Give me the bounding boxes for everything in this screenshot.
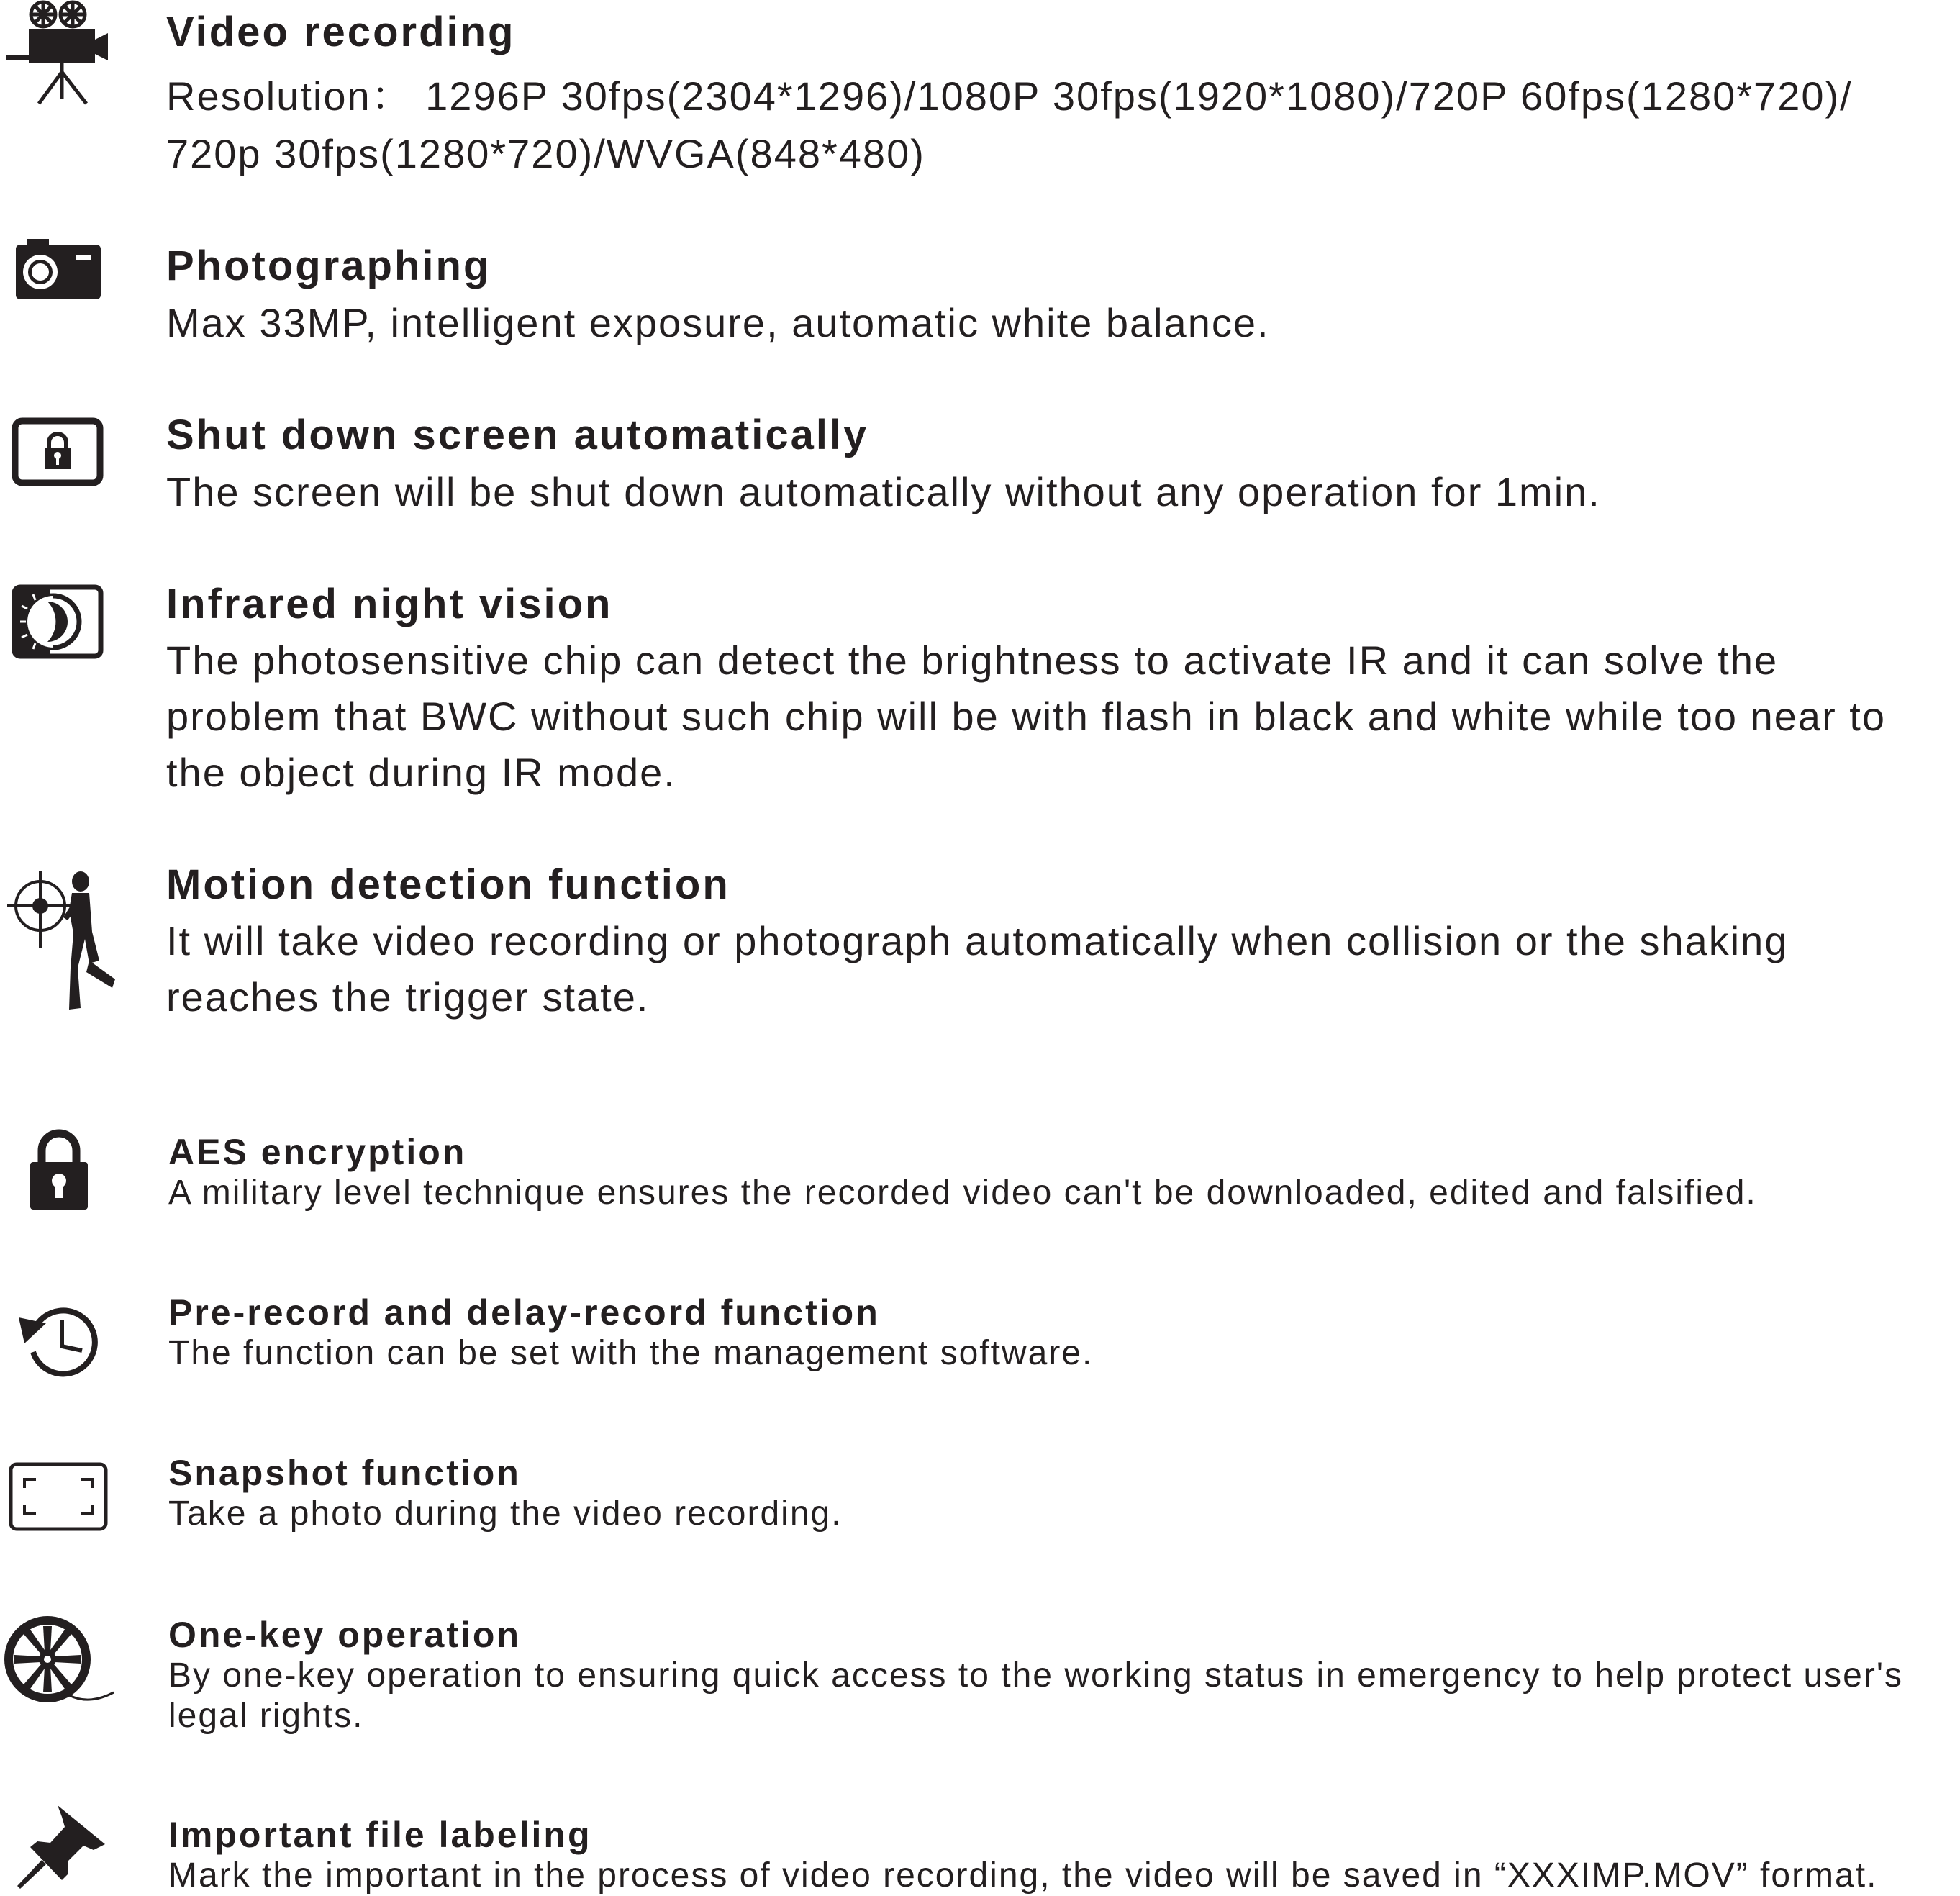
feature-text	[166, 410, 1601, 521]
feature-title: Important file labeling	[168, 1815, 592, 1855]
screen-lock-icon	[12, 417, 104, 486]
feature-title: One-key operation	[168, 1615, 521, 1655]
feature-title: Infrared night vision	[166, 581, 613, 627]
feature-description	[166, 913, 1788, 1025]
description-line: reaches the trigger state.	[166, 974, 650, 1020]
snapshot-frame-icon	[9, 1462, 108, 1531]
feature-title: Pre-record and delay-record function	[168, 1292, 880, 1333]
feature-description	[166, 632, 1886, 801]
feature-text	[168, 1614, 1903, 1736]
description-line: legal rights.	[168, 1697, 364, 1735]
feature-title: Motion detection function	[166, 861, 730, 908]
video-camera-icon	[6, 0, 114, 106]
description-line: The photosensitive chip can detect the brightness to activate IR and it can solve the	[166, 638, 1779, 683]
description-line: A military level technique ensures the recorded video can't be downloaded, edited and falsified.	[168, 1174, 1757, 1212]
feature-description	[168, 1173, 1757, 1213]
feature-description	[166, 294, 1270, 352]
pushpin-icon	[14, 1802, 108, 1892]
motion-target-icon	[0, 867, 122, 1018]
feature-text	[166, 860, 1788, 1025]
feature-text	[166, 7, 1853, 183]
feature-description	[166, 463, 1601, 521]
feature-description	[168, 1494, 843, 1534]
camera-icon	[14, 239, 102, 301]
feature-text	[166, 241, 1270, 352]
feature-description	[168, 1656, 1903, 1736]
feature-text	[168, 1452, 843, 1534]
description-line: the object during IR mode.	[166, 750, 676, 795]
description-line: The function can be set with the management software.	[168, 1334, 1094, 1372]
history-clock-icon	[14, 1299, 101, 1379]
description-line: The screen will be shut down automatically without any operation for 1min.	[166, 469, 1601, 514]
feature-title: Shut down screen automatically	[166, 412, 869, 458]
night-vision-icon	[12, 584, 104, 659]
feature-description	[168, 1856, 1877, 1896]
description-line: By one-key operation to ensuring quick access to the working status in emergency to help protect user's	[168, 1656, 1903, 1695]
feature-text	[168, 1814, 1877, 1896]
description-line: Max 33MP, intelligent exposure, automatic white balance.	[166, 300, 1270, 345]
padlock-icon	[29, 1126, 89, 1211]
feature-description	[168, 1333, 1093, 1374]
feature-text	[168, 1131, 1757, 1213]
feature-title: Snapshot function	[168, 1453, 521, 1493]
feature-text	[168, 1292, 1093, 1374]
description-line: Mark the important in the process of video recording, the video will be saved in “XXXIMP.MOV” format.	[168, 1856, 1878, 1895]
description-line: 720p 30fps(1280*720)/WVGA(848*480)	[166, 131, 925, 176]
film-reel-icon	[3, 1612, 115, 1713]
description-line: It will take video recording or photograph automatically when collision or the shaking	[166, 918, 1789, 963]
description-line: problem that BWC without such chip will be with flash in black and white while too near to	[166, 694, 1886, 739]
feature-title: Video recording	[166, 9, 516, 55]
description-line: Take a photo during the video recording.	[168, 1494, 843, 1533]
feature-text	[166, 579, 1886, 801]
feature-title: Photographing	[166, 242, 491, 289]
description-line: Resolution： 1296P 30fps(2304*1296)/1080P 30fps(1920*1080)/720P 60fps(1280*720)/	[166, 73, 1853, 119]
feature-title: AES encryption	[168, 1132, 467, 1172]
feature-description	[166, 68, 1853, 183]
